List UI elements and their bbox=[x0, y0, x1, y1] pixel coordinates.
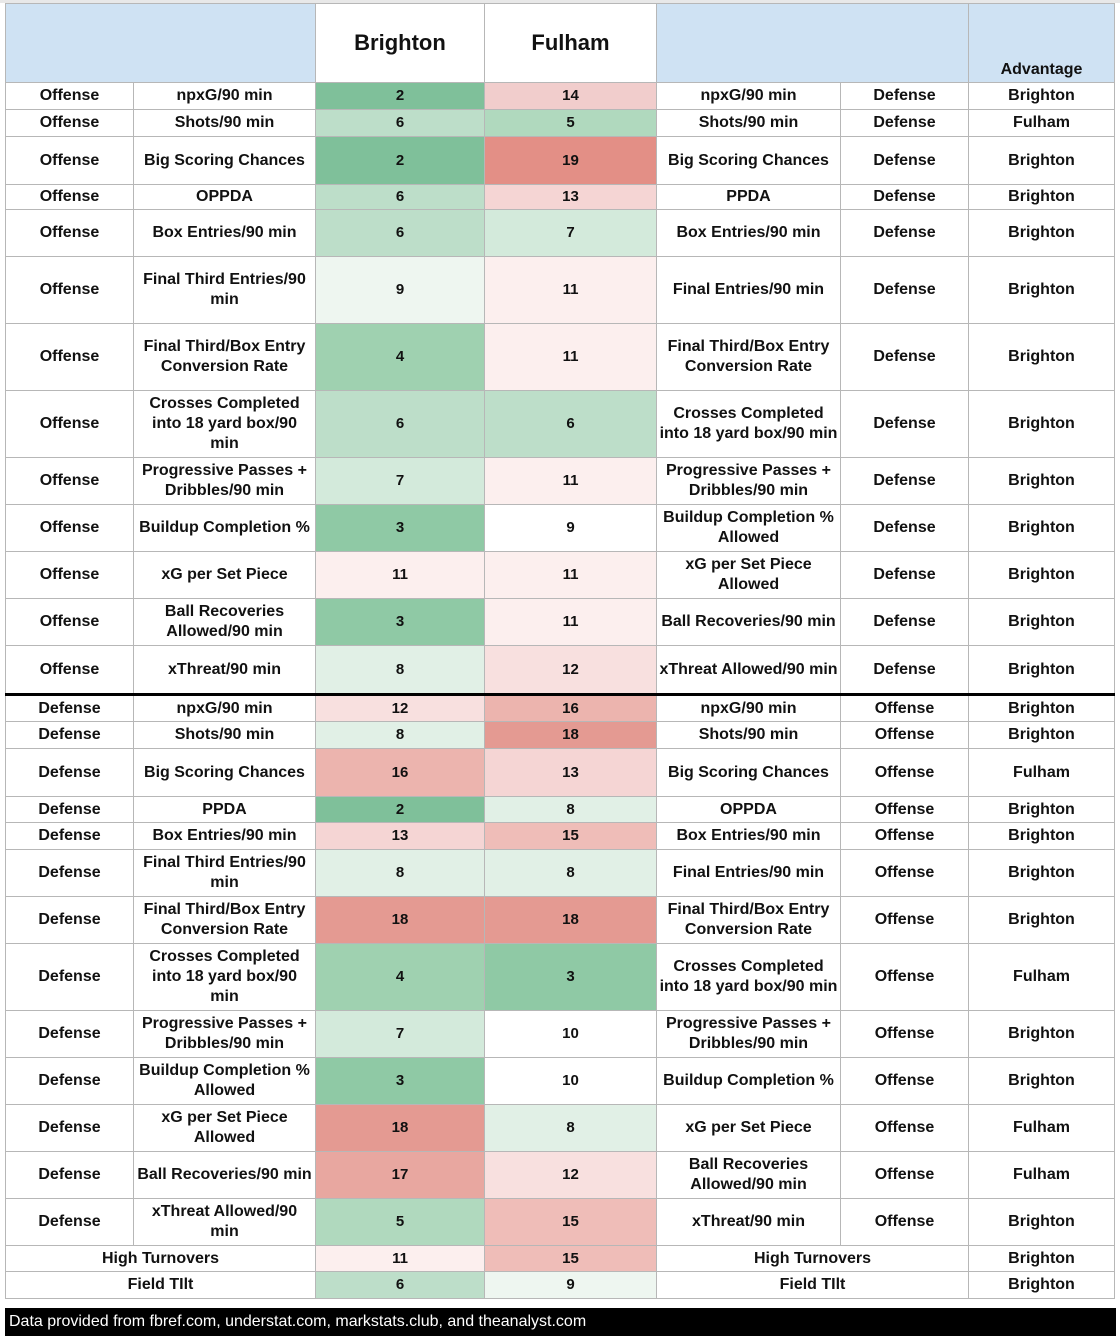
team-a-rank-cell: 3 bbox=[316, 505, 485, 552]
left-side-cell: Defense bbox=[6, 797, 134, 823]
right-side-cell: Defense bbox=[841, 391, 969, 458]
advantage-cell: Brighton bbox=[969, 210, 1115, 257]
table-row bbox=[6, 749, 1115, 797]
right-side-cell: Offense bbox=[841, 749, 969, 797]
advantage-cell: Brighton bbox=[969, 823, 1115, 850]
right-metric-cell: Box Entries/90 min bbox=[657, 210, 841, 257]
table-row bbox=[6, 210, 1115, 257]
right-side-cell: Offense bbox=[841, 944, 969, 1011]
left-metric-cell: Shots/90 min bbox=[134, 110, 316, 137]
right-side-cell: Offense bbox=[841, 850, 969, 897]
team-b-rank-cell: 8 bbox=[485, 797, 657, 823]
left-side-cell: Offense bbox=[6, 646, 134, 695]
team-b-rank-cell: 19 bbox=[485, 137, 657, 185]
advantage-cell: Fulham bbox=[969, 110, 1115, 137]
right-metric-cell: Ball Recoveries/90 min bbox=[657, 599, 841, 646]
right-side-cell: Defense bbox=[841, 505, 969, 552]
left-metric-cell: Progressive Passes + Dribbles/90 min bbox=[134, 1011, 316, 1058]
source-footer: Data provided from fbref.com, understat.com, markstats.club, and theanalyst.com bbox=[5, 1308, 1116, 1336]
table-row bbox=[6, 505, 1115, 552]
team-a-rank-cell: 2 bbox=[316, 797, 485, 823]
left-metric-cell: Shots/90 min bbox=[134, 722, 316, 749]
table-row bbox=[6, 1152, 1115, 1199]
left-side-cell: Defense bbox=[6, 1011, 134, 1058]
team-a-rank-cell: 16 bbox=[316, 749, 485, 797]
left-metric-cell: npxG/90 min bbox=[134, 83, 316, 110]
summary-right-label: Field TIlt bbox=[657, 1272, 969, 1299]
left-metric-cell: OPPDA bbox=[134, 185, 316, 210]
advantage-cell: Brighton bbox=[969, 1272, 1115, 1299]
team-a-rank-cell: 11 bbox=[316, 1246, 485, 1272]
table-row bbox=[6, 695, 1115, 722]
left-side-cell: Defense bbox=[6, 897, 134, 944]
left-metric-cell: Big Scoring Chances bbox=[134, 749, 316, 797]
advantage-cell: Brighton bbox=[969, 391, 1115, 458]
advantage-cell: Brighton bbox=[969, 83, 1115, 110]
advantage-cell: Brighton bbox=[969, 505, 1115, 552]
header-right-blank bbox=[657, 4, 969, 83]
team-a-rank-cell: 8 bbox=[316, 646, 485, 695]
right-metric-cell: Big Scoring Chances bbox=[657, 137, 841, 185]
advantage-cell: Brighton bbox=[969, 324, 1115, 391]
left-side-cell: Defense bbox=[6, 695, 134, 722]
table-row bbox=[6, 599, 1115, 646]
advantage-cell: Brighton bbox=[969, 797, 1115, 823]
advantage-cell: Brighton bbox=[969, 695, 1115, 722]
left-side-cell: Offense bbox=[6, 137, 134, 185]
right-side-cell: Defense bbox=[841, 599, 969, 646]
team-b-rank-cell: 10 bbox=[485, 1011, 657, 1058]
left-side-cell: Offense bbox=[6, 257, 134, 324]
right-side-cell: Offense bbox=[841, 1199, 969, 1246]
table-row bbox=[6, 1011, 1115, 1058]
right-metric-cell: Ball Recoveries Allowed/90 min bbox=[657, 1152, 841, 1199]
left-side-cell: Defense bbox=[6, 944, 134, 1011]
left-side-cell: Offense bbox=[6, 458, 134, 505]
team-a-rank-cell: 8 bbox=[316, 722, 485, 749]
right-side-cell: Defense bbox=[841, 185, 969, 210]
team-a-rank-cell: 6 bbox=[316, 210, 485, 257]
team-a-rank-cell: 11 bbox=[316, 552, 485, 599]
left-side-cell: Offense bbox=[6, 552, 134, 599]
team-b-rank-cell: 5 bbox=[485, 110, 657, 137]
team-b-rank-cell: 15 bbox=[485, 1246, 657, 1272]
team-b-rank-cell: 15 bbox=[485, 823, 657, 850]
team-b-rank-cell: 11 bbox=[485, 324, 657, 391]
advantage-cell: Fulham bbox=[969, 944, 1115, 1011]
table-row bbox=[6, 137, 1115, 185]
team-a-rank-cell: 17 bbox=[316, 1152, 485, 1199]
team-b-rank-cell: 15 bbox=[485, 1199, 657, 1246]
right-metric-cell: xG per Set Piece Allowed bbox=[657, 552, 841, 599]
left-side-cell: Offense bbox=[6, 599, 134, 646]
table-row bbox=[6, 823, 1115, 850]
table-row bbox=[6, 110, 1115, 137]
team-b-rank-cell: 8 bbox=[485, 850, 657, 897]
team-a-rank-cell: 7 bbox=[316, 1011, 485, 1058]
table-row bbox=[6, 391, 1115, 458]
team-b-rank-cell: 18 bbox=[485, 897, 657, 944]
left-metric-cell: Final Third Entries/90 min bbox=[134, 257, 316, 324]
left-metric-cell: Crosses Completed into 18 yard box/90 min bbox=[134, 391, 316, 458]
right-metric-cell: Buildup Completion % Allowed bbox=[657, 505, 841, 552]
right-side-cell: Offense bbox=[841, 1105, 969, 1152]
advantage-cell: Brighton bbox=[969, 850, 1115, 897]
advantage-cell: Brighton bbox=[969, 722, 1115, 749]
right-metric-cell: Final Entries/90 min bbox=[657, 850, 841, 897]
table-row bbox=[6, 722, 1115, 749]
table-row bbox=[6, 646, 1115, 695]
left-side-cell: Defense bbox=[6, 722, 134, 749]
team-b-rank-cell: 8 bbox=[485, 1105, 657, 1152]
right-metric-cell: npxG/90 min bbox=[657, 695, 841, 722]
advantage-cell: Brighton bbox=[969, 1058, 1115, 1105]
table-row bbox=[6, 185, 1115, 210]
right-metric-cell: Crosses Completed into 18 yard box/90 min bbox=[657, 391, 841, 458]
advantage-cell: Fulham bbox=[969, 749, 1115, 797]
header-left-blank bbox=[6, 4, 316, 83]
right-side-cell: Defense bbox=[841, 552, 969, 599]
right-side-cell: Offense bbox=[841, 1011, 969, 1058]
summary-left-label: High Turnovers bbox=[6, 1246, 316, 1272]
header-row bbox=[6, 4, 1115, 83]
left-side-cell: Defense bbox=[6, 1199, 134, 1246]
right-metric-cell: xG per Set Piece bbox=[657, 1105, 841, 1152]
table-row bbox=[6, 324, 1115, 391]
team-a-rank-cell: 6 bbox=[316, 1272, 485, 1299]
summary-row bbox=[6, 1272, 1115, 1299]
right-side-cell: Offense bbox=[841, 695, 969, 722]
right-metric-cell: Buildup Completion % bbox=[657, 1058, 841, 1105]
team-a-rank-cell: 6 bbox=[316, 185, 485, 210]
right-side-cell: Offense bbox=[841, 722, 969, 749]
advantage-cell: Brighton bbox=[969, 599, 1115, 646]
table-row bbox=[6, 1105, 1115, 1152]
right-side-cell: Offense bbox=[841, 1152, 969, 1199]
team-b-rank-cell: 12 bbox=[485, 1152, 657, 1199]
team-a-rank-cell: 8 bbox=[316, 850, 485, 897]
team-b-rank-cell: 13 bbox=[485, 749, 657, 797]
left-metric-cell: Final Third Entries/90 min bbox=[134, 850, 316, 897]
right-metric-cell: PPDA bbox=[657, 185, 841, 210]
right-side-cell: Defense bbox=[841, 257, 969, 324]
team-b-rank-cell: 11 bbox=[485, 552, 657, 599]
team-a-rank-cell: 18 bbox=[316, 1105, 485, 1152]
team-b-rank-cell: 9 bbox=[485, 505, 657, 552]
left-side-cell: Offense bbox=[6, 210, 134, 257]
left-metric-cell: PPDA bbox=[134, 797, 316, 823]
table-row bbox=[6, 797, 1115, 823]
team-b-rank-cell: 7 bbox=[485, 210, 657, 257]
team-a-rank-cell: 7 bbox=[316, 458, 485, 505]
right-side-cell: Offense bbox=[841, 897, 969, 944]
team-b-rank-cell: 16 bbox=[485, 695, 657, 722]
left-side-cell: Offense bbox=[6, 505, 134, 552]
team-b-rank-cell: 6 bbox=[485, 391, 657, 458]
right-side-cell: Offense bbox=[841, 1058, 969, 1105]
left-metric-cell: Box Entries/90 min bbox=[134, 210, 316, 257]
table-row bbox=[6, 552, 1115, 599]
team-a-rank-cell: 2 bbox=[316, 137, 485, 185]
team-b-rank-cell: 14 bbox=[485, 83, 657, 110]
team-a-rank-cell: 2 bbox=[316, 83, 485, 110]
left-side-cell: Defense bbox=[6, 749, 134, 797]
table-row bbox=[6, 897, 1115, 944]
right-metric-cell: Crosses Completed into 18 yard box/90 min bbox=[657, 944, 841, 1011]
team-b-rank-cell: 13 bbox=[485, 185, 657, 210]
left-metric-cell: Ball Recoveries Allowed/90 min bbox=[134, 599, 316, 646]
left-side-cell: Offense bbox=[6, 110, 134, 137]
table-row bbox=[6, 1058, 1115, 1105]
advantage-cell: Brighton bbox=[969, 897, 1115, 944]
team-b-rank-cell: 11 bbox=[485, 458, 657, 505]
right-metric-cell: xThreat Allowed/90 min bbox=[657, 646, 841, 695]
team-a-rank-cell: 5 bbox=[316, 1199, 485, 1246]
right-side-cell: Defense bbox=[841, 83, 969, 110]
right-metric-cell: Box Entries/90 min bbox=[657, 823, 841, 850]
advantage-header: Advantage bbox=[969, 4, 1115, 83]
right-metric-cell: Shots/90 min bbox=[657, 110, 841, 137]
advantage-cell: Brighton bbox=[969, 137, 1115, 185]
right-metric-cell: Shots/90 min bbox=[657, 722, 841, 749]
summary-right-label: High Turnovers bbox=[657, 1246, 969, 1272]
table-row bbox=[6, 83, 1115, 110]
left-metric-cell: Buildup Completion % Allowed bbox=[134, 1058, 316, 1105]
summary-row bbox=[6, 1246, 1115, 1272]
team-b-rank-cell: 10 bbox=[485, 1058, 657, 1105]
left-metric-cell: Crosses Completed into 18 yard box/90 min bbox=[134, 944, 316, 1011]
left-side-cell: Defense bbox=[6, 1105, 134, 1152]
advantage-cell: Brighton bbox=[969, 1011, 1115, 1058]
team-b-rank-cell: 3 bbox=[485, 944, 657, 1011]
left-side-cell: Defense bbox=[6, 850, 134, 897]
team-b-rank-cell: 11 bbox=[485, 599, 657, 646]
left-metric-cell: xG per Set Piece bbox=[134, 552, 316, 599]
team-b-header: Fulham bbox=[485, 4, 657, 83]
right-metric-cell: Big Scoring Chances bbox=[657, 749, 841, 797]
team-a-rank-cell: 3 bbox=[316, 1058, 485, 1105]
right-side-cell: Defense bbox=[841, 458, 969, 505]
summary-left-label: Field TIlt bbox=[6, 1272, 316, 1299]
advantage-cell: Brighton bbox=[969, 185, 1115, 210]
left-metric-cell: xThreat/90 min bbox=[134, 646, 316, 695]
right-metric-cell: Final Third/Box Entry Conversion Rate bbox=[657, 897, 841, 944]
team-a-rank-cell: 4 bbox=[316, 324, 485, 391]
team-a-rank-cell: 6 bbox=[316, 391, 485, 458]
team-b-rank-cell: 12 bbox=[485, 646, 657, 695]
team-b-rank-cell: 9 bbox=[485, 1272, 657, 1299]
advantage-cell: Fulham bbox=[969, 1105, 1115, 1152]
left-metric-cell: xThreat Allowed/90 min bbox=[134, 1199, 316, 1246]
left-side-cell: Offense bbox=[6, 391, 134, 458]
team-b-rank-cell: 18 bbox=[485, 722, 657, 749]
right-side-cell: Defense bbox=[841, 324, 969, 391]
left-side-cell: Defense bbox=[6, 1152, 134, 1199]
left-side-cell: Offense bbox=[6, 324, 134, 391]
team-a-rank-cell: 13 bbox=[316, 823, 485, 850]
right-metric-cell: Progressive Passes + Dribbles/90 min bbox=[657, 1011, 841, 1058]
left-side-cell: Offense bbox=[6, 185, 134, 210]
advantage-cell: Brighton bbox=[969, 1246, 1115, 1272]
right-side-cell: Defense bbox=[841, 646, 969, 695]
advantage-cell: Brighton bbox=[969, 257, 1115, 324]
left-metric-cell: Ball Recoveries/90 min bbox=[134, 1152, 316, 1199]
left-metric-cell: Box Entries/90 min bbox=[134, 823, 316, 850]
team-b-rank-cell: 11 bbox=[485, 257, 657, 324]
left-side-cell: Defense bbox=[6, 823, 134, 850]
left-metric-cell: Final Third/Box Entry Conversion Rate bbox=[134, 324, 316, 391]
right-metric-cell: Final Third/Box Entry Conversion Rate bbox=[657, 324, 841, 391]
left-side-cell: Offense bbox=[6, 83, 134, 110]
table-row bbox=[6, 1199, 1115, 1246]
team-a-rank-cell: 18 bbox=[316, 897, 485, 944]
right-metric-cell: Progressive Passes + Dribbles/90 min bbox=[657, 458, 841, 505]
right-metric-cell: npxG/90 min bbox=[657, 83, 841, 110]
table-row bbox=[6, 458, 1115, 505]
advantage-cell: Brighton bbox=[969, 646, 1115, 695]
table-row bbox=[6, 944, 1115, 1011]
right-metric-cell: xThreat/90 min bbox=[657, 1199, 841, 1246]
advantage-cell: Brighton bbox=[969, 552, 1115, 599]
right-side-cell: Defense bbox=[841, 137, 969, 185]
team-a-rank-cell: 4 bbox=[316, 944, 485, 1011]
table-row bbox=[6, 257, 1115, 324]
right-side-cell: Offense bbox=[841, 797, 969, 823]
left-metric-cell: Progressive Passes + Dribbles/90 min bbox=[134, 458, 316, 505]
advantage-cell: Brighton bbox=[969, 458, 1115, 505]
left-side-cell: Defense bbox=[6, 1058, 134, 1105]
team-a-rank-cell: 12 bbox=[316, 695, 485, 722]
team-a-header: Brighton bbox=[316, 4, 485, 83]
advantage-cell: Brighton bbox=[969, 1199, 1115, 1246]
team-a-rank-cell: 6 bbox=[316, 110, 485, 137]
left-metric-cell: xG per Set Piece Allowed bbox=[134, 1105, 316, 1152]
left-metric-cell: Final Third/Box Entry Conversion Rate bbox=[134, 897, 316, 944]
table-row bbox=[6, 850, 1115, 897]
right-metric-cell: OPPDA bbox=[657, 797, 841, 823]
team-a-rank-cell: 9 bbox=[316, 257, 485, 324]
left-metric-cell: Buildup Completion % bbox=[134, 505, 316, 552]
left-metric-cell: npxG/90 min bbox=[134, 695, 316, 722]
advantage-cell: Fulham bbox=[969, 1152, 1115, 1199]
comparison-table bbox=[5, 3, 1115, 1299]
right-side-cell: Defense bbox=[841, 210, 969, 257]
team-a-rank-cell: 3 bbox=[316, 599, 485, 646]
right-side-cell: Offense bbox=[841, 823, 969, 850]
left-metric-cell: Big Scoring Chances bbox=[134, 137, 316, 185]
right-metric-cell: Final Entries/90 min bbox=[657, 257, 841, 324]
right-side-cell: Defense bbox=[841, 110, 969, 137]
